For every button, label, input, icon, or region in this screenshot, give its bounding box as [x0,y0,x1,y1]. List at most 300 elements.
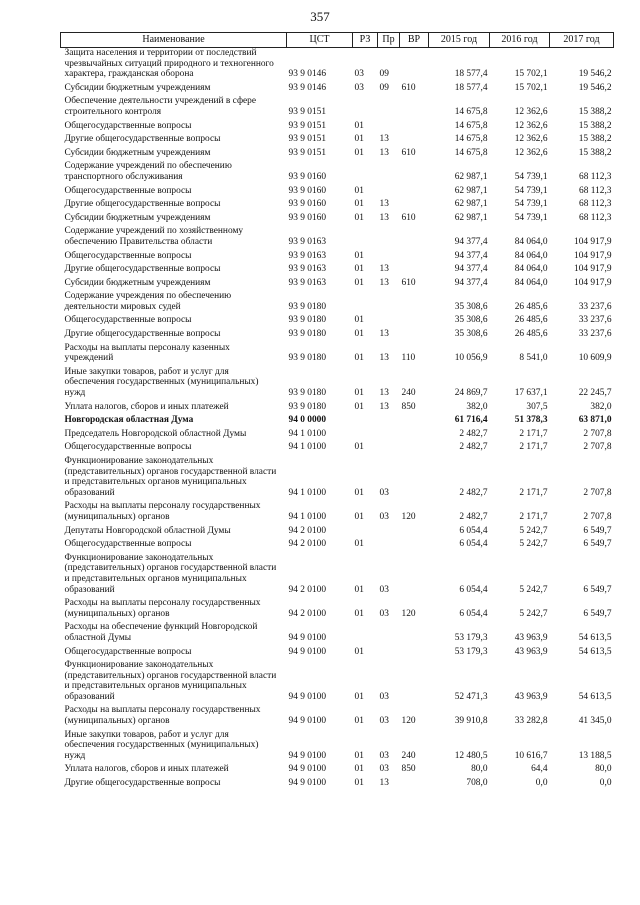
cell-pr [378,526,400,540]
cell-vr: 240 [401,388,416,399]
table-row [61,415,614,429]
cell-2017: 13 188,5 [578,750,612,761]
cell-pr [378,96,400,120]
cell-pr: 03 [379,511,389,522]
cell-name: Общегосударственные вопросы [64,646,192,657]
cell-vr [400,96,429,120]
table-row [61,343,614,367]
cell-vr: 850 [401,764,416,775]
cell-cst: 93 9 0151 [288,147,326,158]
cell-vr: 610 [401,82,416,93]
cell-rz: 01 [354,315,364,326]
cell-cst: 94 1 0100 [288,442,326,453]
header-2015: 2015 год [429,33,490,48]
table-row [61,329,614,343]
cell-pr: 13 [379,212,389,223]
cell-rz: 01 [354,646,364,657]
cell-2017: 68 112,3 [579,212,612,223]
cell-rz: 01 [354,716,364,727]
cell-pr [378,251,400,265]
header-cst: ЦСТ [287,33,353,48]
cell-cst: 93 9 0146 [288,69,326,80]
cell-rz: 01 [354,442,364,453]
cell-2017: 15 388,2 [578,120,612,131]
cell-2017: 104 917,9 [574,236,612,247]
table-row [61,764,614,778]
cell-2016: 12 362,6 [514,120,548,131]
page-number: 357 [310,9,330,24]
cell-2016: 43 963,9 [514,691,548,702]
table-row [61,315,614,329]
cell-pr: 03 [379,750,389,761]
cell-2016: 2 171,7 [519,442,548,453]
cell-2015: 2 482,7 [459,428,488,439]
table-row [61,83,614,97]
table-row [61,539,614,553]
cell-2016: 84 064,0 [514,277,548,288]
cell-pr: 13 [379,147,389,158]
cell-rz: 01 [354,277,364,288]
table-row [61,456,614,501]
cell-rz: 01 [354,212,364,223]
table-row [61,367,614,402]
cell-2016: 2 171,7 [519,487,548,498]
cell-2015: 708,0 [466,778,488,789]
cell-cst: 93 9 0180 [288,315,326,326]
cell-rz [353,415,378,429]
cell-2016: 2 171,7 [519,511,548,522]
cell-rz: 01 [354,329,364,340]
cell-2015: 52 471,3 [454,691,488,702]
cell-cst: 94 2 0100 [288,539,326,550]
table-body [61,48,614,792]
cell-vr [400,186,429,200]
cell-vr [400,48,429,83]
table-header-row [61,33,614,48]
cell-2017: 6 549,7 [583,608,612,619]
cell-2017: 2 707,8 [583,428,612,439]
cell-2016: 84 064,0 [514,236,548,247]
cell-2016: 54 739,1 [514,212,548,223]
cell-2016: 26 485,6 [514,301,548,312]
cell-name: Содержание учреждений по хозяйственному обеспечению Правительства области [64,226,244,247]
cell-2017: 2 707,8 [583,487,612,498]
cell-name: Депутаты Новгородской областной Думы [64,525,231,536]
header-vr: ВР [400,33,429,48]
cell-2015: 6 054,4 [459,608,488,619]
cell-name: Функционирование законодательных (представительных) органов государственной власти и представительных органов муниципальных образований [64,660,277,702]
cell-pr: 13 [379,264,389,275]
cell-2015: 39 910,8 [454,716,488,727]
cell-vr [400,134,429,148]
cell-name: Общегосударственные вопросы [64,315,192,326]
cell-2017: 33 237,6 [578,329,612,340]
cell-2016: 307,5 [526,401,548,412]
cell-pr: 03 [379,584,389,595]
table-row [61,226,614,250]
cell-cst: 93 9 0146 [288,82,326,93]
cell-2015: 14 675,8 [454,134,488,145]
cell-2017: 104 917,9 [574,264,612,275]
table-row [61,622,614,646]
cell-2016: 17 637,1 [514,388,548,399]
cell-pr: 09 [379,82,389,93]
table-row [61,251,614,265]
cell-name: Уплата налогов, сборов и иных платежей [64,401,229,412]
cell-rz: 01 [354,120,364,131]
cell-2017: 15 388,2 [578,106,612,117]
cell-rz: 01 [354,584,364,595]
cell-2017: 104 917,9 [574,277,612,288]
cell-2015: 62 987,1 [454,171,488,182]
cell-2017: 2 707,8 [583,442,612,453]
cell-pr: 13 [379,778,389,789]
cell-2017: 33 237,6 [578,315,612,326]
cell-2015: 61 716,4 [454,415,488,426]
cell-name: Расходы на выплаты персоналу казенных учреждений [64,342,230,364]
cell-2016: 5 242,7 [519,584,548,595]
cell-cst: 94 9 0100 [288,691,326,702]
cell-vr [400,121,429,135]
cell-vr: 240 [401,750,416,761]
table-row [61,291,614,315]
table-row [61,264,614,278]
cell-rz: 01 [354,199,364,210]
cell-pr: 03 [379,608,389,619]
table-row [61,526,614,540]
cell-cst: 93 9 0180 [288,329,326,340]
table-row [61,647,614,661]
cell-2016: 12 362,6 [514,106,548,117]
cell-vr [400,199,429,213]
cell-rz [353,96,378,120]
table-row [61,660,614,705]
cell-2016: 54 739,1 [514,171,548,182]
cell-name: Функционирование законодательных (представительных) органов государственной власти и представительных органов муниципальных образований [64,456,277,498]
cell-rz: 01 [354,487,364,498]
cell-rz [353,526,378,540]
cell-name: Другие общегосударственные вопросы [64,778,221,789]
cell-2016: 43 963,9 [514,632,548,643]
cell-2015: 53 179,3 [454,646,488,657]
cell-name: Уплата налогов, сборов и иных платежей [64,764,229,775]
cell-vr [400,251,429,265]
cell-rz [353,429,378,443]
cell-2017: 54 613,5 [578,691,612,702]
cell-2017: 41 345,0 [578,716,612,727]
cell-pr [378,161,400,185]
table-row [61,48,614,83]
cell-2017: 80,0 [595,764,612,775]
cell-name: Общегосударственные вопросы [64,250,192,261]
cell-vr [400,429,429,443]
cell-vr [400,329,429,343]
table-row [61,402,614,416]
cell-vr [400,264,429,278]
table-row [61,705,614,729]
cell-cst: 93 9 0180 [288,301,326,312]
cell-pr: 03 [379,764,389,775]
cell-vr: 610 [401,212,416,223]
cell-cst: 93 9 0151 [288,120,326,131]
cell-pr [378,121,400,135]
cell-2016: 51 378,3 [514,415,548,426]
cell-name: Содержание учреждения по обеспечению деятельности мировых судей [64,291,232,312]
cell-cst: 94 9 0100 [288,778,326,789]
cell-2017: 33 237,6 [578,301,612,312]
cell-rz: 01 [354,134,364,145]
cell-2015: 35 308,6 [454,301,488,312]
cell-2016: 26 485,6 [514,315,548,326]
cell-cst: 93 9 0180 [288,401,326,412]
table-row [61,278,614,292]
cell-cst: 94 9 0100 [288,764,326,775]
table-row [61,121,614,135]
cell-pr [378,442,400,456]
cell-vr [400,226,429,250]
cell-2016: 5 242,7 [519,608,548,619]
cell-2017: 54 613,5 [578,646,612,657]
cell-2015: 12 480,5 [454,750,488,761]
cell-vr [400,161,429,185]
cell-name: Общегосударственные вопросы [64,442,192,453]
cell-2016: 5 242,7 [519,539,548,550]
cell-rz: 01 [354,353,364,364]
header-rz: РЗ [353,33,378,48]
cell-vr [400,526,429,540]
table-row [61,213,614,227]
cell-name: Содержание учреждений по обеспечению транспортного обслуживания [64,161,232,182]
cell-cst: 94 2 0100 [288,608,326,619]
cell-name: Субсидии бюджетным учреждениям [64,277,211,288]
cell-2017: 68 112,3 [579,185,612,196]
cell-2015: 94 377,4 [454,264,488,275]
header-2016: 2016 год [490,33,550,48]
cell-2015: 18 577,4 [454,82,488,93]
cell-2015: 6 054,4 [459,584,488,595]
header-pr: Пр [378,33,400,48]
cell-2016: 12 362,6 [514,147,548,158]
cell-2016: 8 541,0 [519,353,548,364]
cell-cst: 93 9 0180 [288,353,326,364]
cell-cst: 93 9 0160 [288,199,326,210]
cell-name: Общегосударственные вопросы [64,539,192,550]
cell-rz: 01 [354,764,364,775]
cell-2016: 10 616,7 [514,750,548,761]
cell-2016: 43 963,9 [514,646,548,657]
cell-cst: 94 0 0000 [288,415,326,426]
cell-2017: 104 917,9 [574,250,612,261]
table-row [61,730,614,765]
cell-name: Другие общегосударственные вопросы [64,134,221,145]
cell-2016: 15 702,1 [514,69,548,80]
cell-cst: 94 2 0100 [288,525,326,536]
cell-name: Председатель Новгородской областной Думы [64,428,247,439]
cell-rz: 03 [354,82,364,93]
cell-cst: 94 2 0100 [288,584,326,595]
cell-2017: 15 388,2 [578,147,612,158]
cell-pr [378,647,400,661]
cell-2015: 80,0 [471,764,488,775]
cell-cst: 93 9 0180 [288,388,326,399]
cell-pr [378,539,400,553]
cell-pr [378,415,400,429]
cell-2015: 35 308,6 [454,329,488,340]
cell-pr: 03 [379,691,389,702]
cell-name: Другие общегосударственные вопросы [64,199,221,210]
table-row [61,598,614,622]
cell-name: Защита населения и территории от последствий чрезвычайных ситуаций природного и техногенного характера, гражданская оборона [64,48,274,80]
cell-rz: 01 [354,401,364,412]
cell-cst: 93 9 0160 [288,185,326,196]
cell-rz: 01 [354,147,364,158]
cell-vr [400,315,429,329]
header-2017: 2017 год [550,33,614,48]
cell-cst: 93 9 0160 [288,212,326,223]
table-row [61,501,614,525]
cell-vr: 110 [401,353,416,364]
cell-2016: 84 064,0 [514,264,548,275]
cell-rz: 01 [354,250,364,261]
cell-2015: 62 987,1 [454,199,488,210]
cell-name: Расходы на выплаты персоналу государственных (муниципальных) органов [64,705,261,727]
cell-vr [400,660,429,705]
table-row [61,186,614,200]
cell-2017: 0,0 [599,778,612,789]
cell-vr: 610 [401,147,416,158]
cell-vr [400,778,429,792]
cell-vr: 120 [401,511,416,522]
cell-name: Обеспечение деятельности учреждений в сфере строительного контроля [64,96,257,117]
cell-2015: 94 377,4 [454,277,488,288]
cell-2016: 2 171,7 [519,428,548,439]
cell-2015: 24 869,7 [454,388,488,399]
cell-2016: 0,0 [535,778,548,789]
cell-rz [353,622,378,646]
cell-pr: 13 [379,134,389,145]
cell-2015: 2 482,7 [459,511,488,522]
cell-2017: 6 549,7 [583,584,612,595]
cell-name: Иные закупки товаров, работ и услуг для обеспечения государственных (муниципальных) нужд [64,729,259,761]
cell-vr [400,647,429,661]
cell-name: Новгородская областная Дума [64,415,194,426]
cell-rz: 01 [354,778,364,789]
cell-2015: 2 482,7 [459,442,488,453]
cell-pr: 13 [379,353,389,364]
cell-2015: 62 987,1 [454,185,488,196]
cell-pr [378,622,400,646]
cell-2017: 54 613,5 [578,632,612,643]
cell-2016: 33 282,8 [514,716,548,727]
table-row [61,778,614,792]
cell-2015: 10 056,9 [454,353,488,364]
table-row [61,148,614,162]
cell-rz: 03 [354,69,364,80]
table-row [61,96,614,120]
cell-vr [400,415,429,429]
cell-2017: 19 546,2 [578,69,612,80]
cell-rz [353,291,378,315]
cell-2017: 68 112,3 [579,199,612,210]
cell-cst: 93 9 0163 [288,250,326,261]
cell-pr [378,429,400,443]
cell-2016: 84 064,0 [514,250,548,261]
cell-2015: 94 377,4 [454,250,488,261]
cell-2017: 6 549,7 [583,525,612,536]
cell-name: Субсидии бюджетным учреждениям [64,147,211,158]
cell-cst: 93 9 0160 [288,171,326,182]
cell-2017: 22 245,7 [578,388,612,399]
cell-cst: 94 9 0100 [288,716,326,727]
cell-2016: 15 702,1 [514,82,548,93]
cell-2015: 14 675,8 [454,147,488,158]
cell-2016: 64,4 [531,764,548,775]
table-row [61,199,614,213]
cell-cst: 93 9 0163 [288,277,326,288]
cell-cst: 94 9 0100 [288,750,326,761]
cell-2015: 14 675,8 [454,120,488,131]
cell-2015: 18 577,4 [454,69,488,80]
cell-2017: 15 388,2 [578,134,612,145]
cell-rz: 01 [354,608,364,619]
cell-cst: 94 1 0100 [288,428,326,439]
cell-cst: 93 9 0151 [288,106,326,117]
cell-name: Субсидии бюджетным учреждениям [64,212,211,223]
cell-vr: 610 [401,277,416,288]
cell-2017: 6 549,7 [583,539,612,550]
cell-2015: 94 377,4 [454,236,488,247]
cell-vr: 120 [401,608,416,619]
cell-vr [400,553,429,598]
cell-rz [353,161,378,185]
cell-2017: 382,0 [590,401,612,412]
cell-2017: 68 112,3 [579,171,612,182]
cell-name: Субсидии бюджетным учреждениям [64,82,211,93]
cell-vr [400,442,429,456]
cell-pr: 13 [379,199,389,210]
table-row [61,134,614,148]
cell-pr: 13 [379,401,389,412]
cell-2017: 63 871,0 [578,415,612,426]
cell-rz: 01 [354,511,364,522]
table-row [61,429,614,443]
cell-2016: 12 362,6 [514,134,548,145]
cell-cst: 94 1 0100 [288,511,326,522]
cell-name: Иные закупки товаров, работ и услуг для обеспечения государственных (муниципальных) нужд [64,366,259,399]
cell-rz: 01 [354,388,364,399]
cell-vr [400,456,429,501]
cell-2015: 62 987,1 [454,212,488,223]
cell-2017: 2 707,8 [583,511,612,522]
cell-vr: 850 [401,401,416,412]
budget-table [60,32,614,792]
cell-2016: 54 739,1 [514,199,548,210]
cell-rz [353,226,378,250]
cell-pr [378,315,400,329]
table-row [61,442,614,456]
header-name: Наименование [61,33,287,48]
cell-rz: 01 [354,539,364,550]
cell-cst: 93 9 0163 [288,236,326,247]
cell-2015: 6 054,4 [459,525,488,536]
cell-vr [400,622,429,646]
cell-vr [400,539,429,553]
cell-name: Расходы на выплаты персоналу государственных (муниципальных) органов [64,598,261,619]
cell-2015: 14 675,8 [454,106,488,117]
cell-cst: 93 9 0163 [288,264,326,275]
cell-pr: 09 [379,69,389,80]
cell-pr [378,291,400,315]
